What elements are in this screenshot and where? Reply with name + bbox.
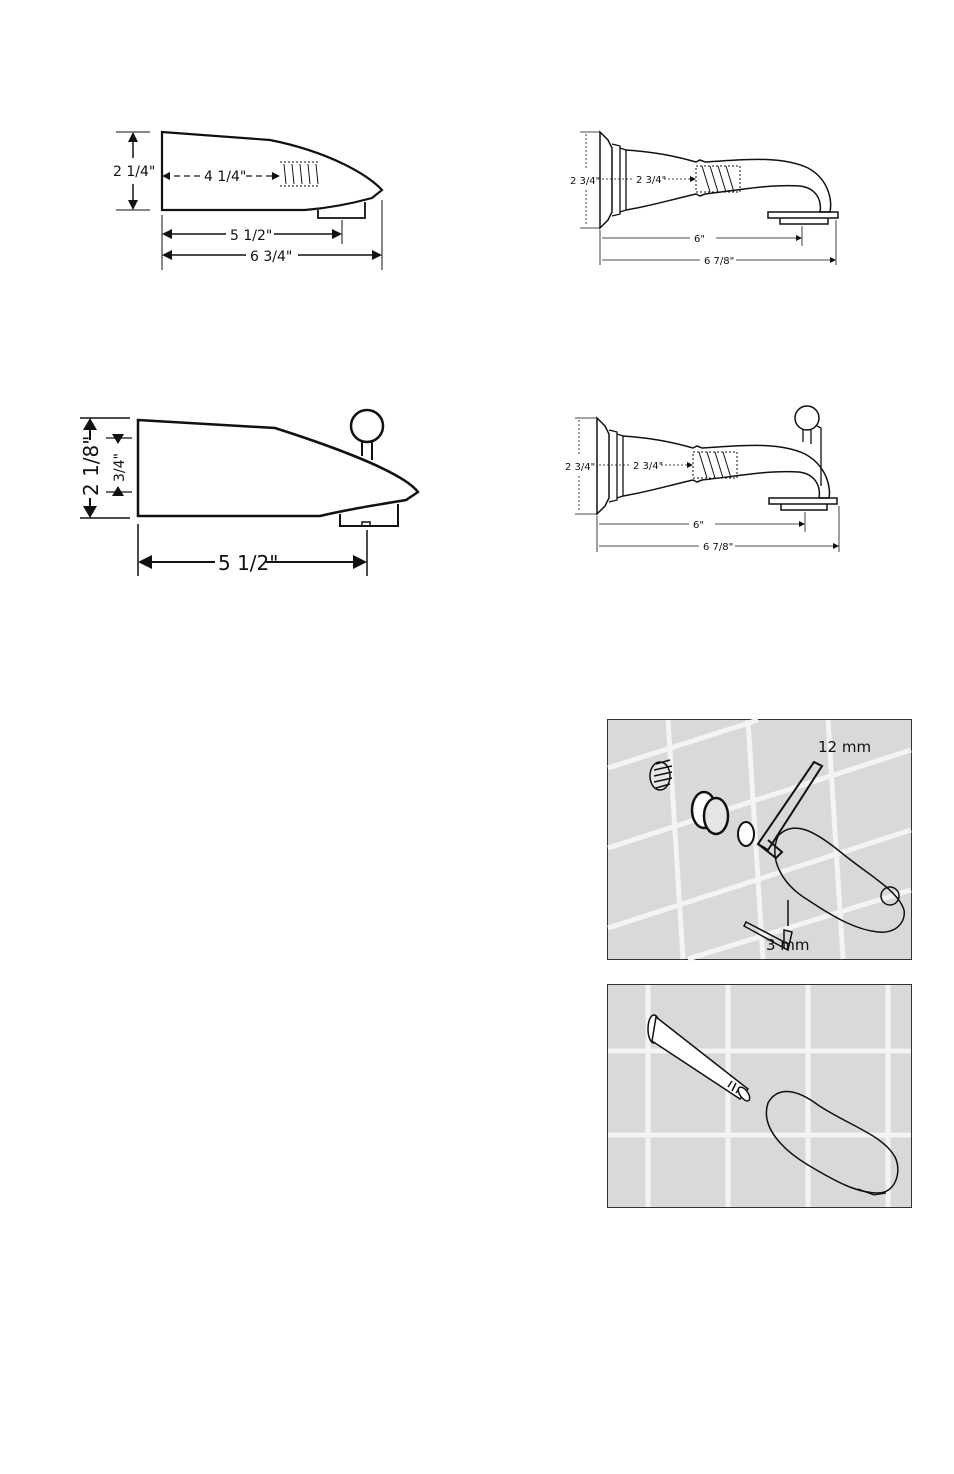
spout-a-threads (280, 162, 320, 186)
spout-d-outlet (769, 498, 837, 510)
spout-diagram-a (100, 120, 400, 280)
spout-c-drawing (70, 400, 440, 590)
spout-b-overall-length-label: 6 7/8" (704, 256, 735, 267)
spout-b-mount-length-label: 6" (694, 234, 705, 245)
spout-d-thread-depth-label: 2 3/4" (633, 461, 664, 472)
spout-d-flange (597, 418, 609, 514)
install-step-1-drawing (608, 720, 911, 959)
spout-diagram-b (560, 120, 860, 280)
hex-key-small-label: 3 mm (766, 936, 810, 954)
spout-b-drawing (560, 120, 860, 280)
spout-b-outlet (768, 212, 838, 224)
spout-b-threads (696, 166, 740, 192)
install-step-2-spout (766, 1091, 897, 1193)
spout-a-overall-length-label: 6 3/4" (250, 249, 293, 265)
hex-key-large (758, 762, 822, 850)
spout-d-height-label: 2 3/4" (565, 462, 596, 473)
spout-diagram-c (70, 400, 440, 590)
spout-c-mount-length-label: 5 1/2" (218, 551, 279, 575)
spout-a-mount-length-label: 5 1/2" (230, 228, 273, 244)
spout-d-threads (693, 452, 737, 478)
adapter-rings (692, 792, 754, 846)
hex-key-large-label: 12 mm (818, 738, 872, 756)
spout-b-flange (600, 132, 612, 228)
spout-a-thread-depth-label: 4 1/4" (204, 169, 247, 185)
spout-d-mount-length-label: 6" (693, 520, 704, 531)
spout-a-drawing (100, 120, 400, 280)
spout-a-height-label: 2 1/4" (113, 164, 156, 180)
spout-d-diverter-knob (795, 406, 819, 430)
spout-d-drawing (555, 400, 865, 570)
spout-b-thread-depth-label: 2 3/4" (636, 175, 667, 186)
spout-a-body (162, 132, 382, 210)
install-step-2-drawing (608, 985, 911, 1207)
spout-c-height-label: 2 1/8" (79, 435, 103, 496)
spout-c-outlet-height-label: 3/4" (112, 453, 128, 482)
supply-pipe (648, 1015, 752, 1103)
install-step-2-panel (607, 984, 912, 1208)
spout-c-body (138, 420, 418, 516)
spout-d-overall-length-label: 6 7/8" (703, 542, 734, 553)
spout-b-height-label: 2 3/4" (570, 176, 601, 187)
spout-diagram-d (555, 400, 865, 570)
install-step-1-panel (607, 719, 912, 960)
spout-c-diverter-knob (351, 410, 383, 442)
